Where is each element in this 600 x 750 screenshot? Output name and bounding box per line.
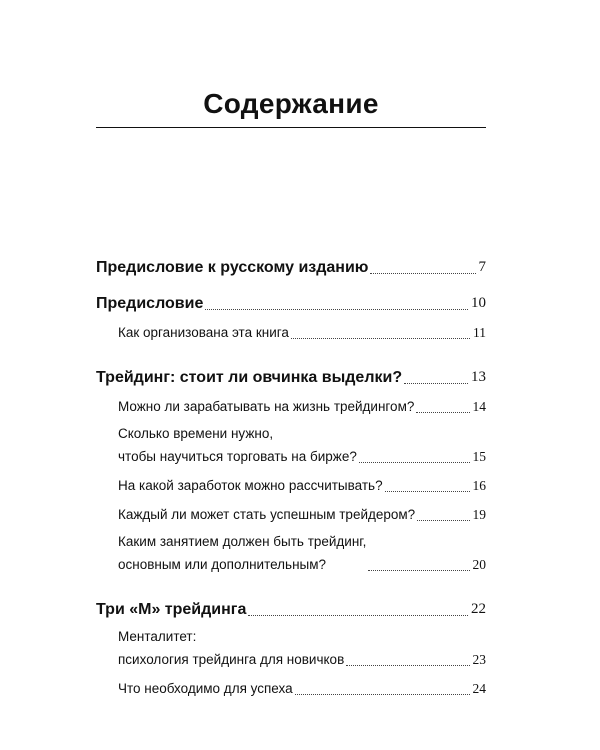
dot-leader [248,615,468,616]
toc-entry-title: На какой заработок можно рассчитывать? [118,478,383,493]
dot-leader [385,491,470,492]
toc-entry-title: Трейдинг: стоит ли овчинка выделки? [96,369,403,386]
toc-section-entry[interactable] [96,321,486,344]
toc-entry-title [118,422,357,468]
toc-entry-title [118,530,366,576]
toc-section-entry[interactable] [96,625,486,671]
title-divider [96,127,486,128]
toc-section-entry[interactable] [96,530,486,576]
toc-entry-title: Можно ли зарабатывать на жизнь трейдингом? [118,399,415,414]
toc-part-entry[interactable] [96,292,486,315]
toc-page-number: 22 [471,601,486,617]
toc-entry-title: Каждый ли может стать успешным трейдером? [118,507,416,522]
toc-entry-title-line2: психология трейдинга для новичков [118,652,345,667]
toc-entry-title: Что необходимо для успеха [118,681,293,696]
dot-leader [205,309,468,310]
dot-leader [416,412,469,413]
toc-part-entry[interactable] [96,256,486,279]
dot-leader [417,520,469,521]
page-title: Содержание [203,88,379,119]
toc-page-number: 13 [471,369,486,385]
toc-entry-title: Как организована эта книга [118,325,289,340]
dot-leader [291,338,470,339]
toc-entry-title-line2: основным или дополнительным? [118,557,327,572]
toc-page-number: 7 [478,259,486,275]
toc-section-entry[interactable] [96,677,486,700]
toc-page-number: 24 [472,681,486,696]
dot-leader [295,694,470,695]
toc-page-number: 14 [472,399,486,414]
toc-page-number: 19 [472,507,486,522]
toc-page-number: 10 [471,295,486,311]
toc-entry-title: Предисловие к русскому изданию [96,259,369,276]
toc-entry-title: Предисловие [96,295,204,312]
toc-entry-title: Три «М» трейдинга [96,601,247,618]
toc-page-number: 20 [472,557,486,572]
toc-section-entry[interactable] [96,503,486,526]
dot-leader [359,462,470,463]
toc-part-entry[interactable] [96,598,486,621]
toc-entry-title [118,625,344,671]
toc-section-entry[interactable] [96,395,486,418]
toc-section-entry[interactable] [96,474,486,497]
table-of-contents [96,256,486,700]
toc-page-number: 23 [472,652,486,667]
toc-page-number: 16 [472,478,486,493]
dot-leader [370,273,475,274]
toc-entry-title-line1: Менталитет: [118,629,197,644]
toc-entry-title-line2: чтобы научиться торговать на бирже? [118,449,357,464]
dot-leader [368,570,469,571]
dot-leader [346,665,469,666]
toc-entry-title-line1: Сколько времени нужно, [118,426,274,441]
toc-page-number: 15 [472,449,486,464]
dot-leader [404,383,468,384]
toc-part-entry[interactable] [96,366,486,389]
toc-page-number: 11 [473,325,486,340]
toc-entry-title-line1: Каким занятием должен быть трейдинг, [118,534,367,549]
toc-section-entry[interactable] [96,422,486,468]
